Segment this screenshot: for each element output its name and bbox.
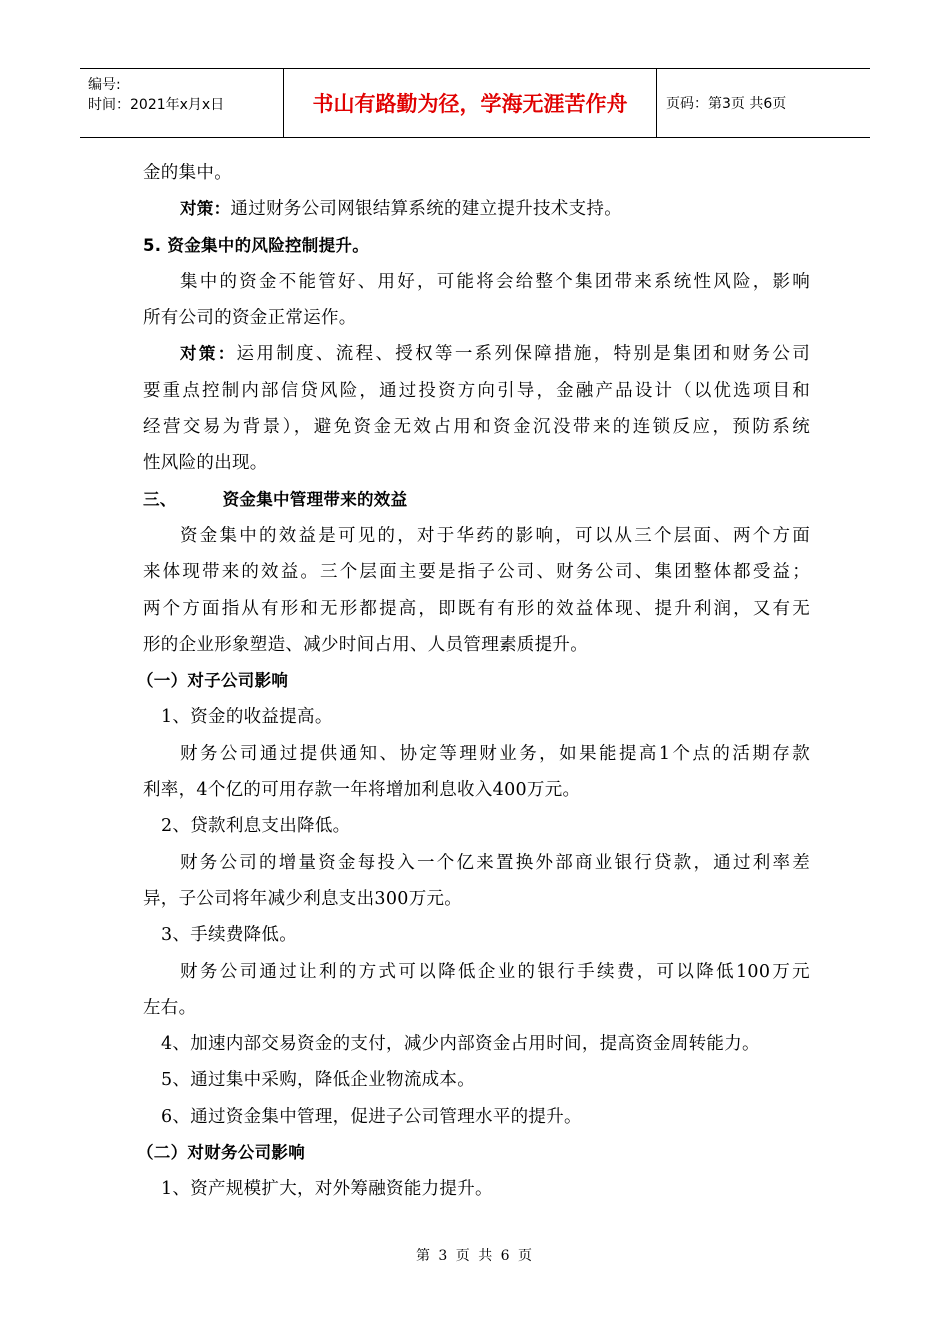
list-item: 4、加速内部交易资金的支付，减少内部资金占用时间，提高资金周转能力。 bbox=[161, 1034, 760, 1055]
text-line: 财务公司通过提供通知、协定等理财业务，如果能提高1个点的活期存款 bbox=[180, 743, 810, 764]
text-line: 两个方面指从有形和无形都提高，即既有有形的效益体现、提升利润，又有无 bbox=[143, 598, 810, 619]
text-span: 运用制度、流程、授权等一系列保障措施，特别是集团和财务公司 bbox=[236, 344, 811, 365]
subsection-heading: （一）对子公司影响 bbox=[137, 671, 289, 691]
text-line: 集中的资金不能管好、用好，可能将会给整个集团带来系统性风险，影响 bbox=[180, 271, 810, 292]
header-motto: 书山有路勤为径，学海无涯苦作舟 bbox=[283, 69, 657, 137]
document-body bbox=[137, 155, 811, 1208]
page-header bbox=[80, 68, 870, 138]
bold-label: 对策： bbox=[180, 199, 231, 219]
page-footer: 第 3 页 共 6 页 bbox=[415, 1248, 535, 1264]
header-meta bbox=[88, 75, 278, 115]
header-page-label: 页码：第3页 共6页 bbox=[666, 96, 787, 112]
list-item: 1、资金的收益提高。 bbox=[161, 707, 333, 728]
text-line: 形的企业形象塑造、减少时间占用、人员管理素质提升。 bbox=[143, 634, 588, 655]
list-item: 1、资产规模扩大，对外筹融资能力提升。 bbox=[161, 1179, 493, 1200]
section-heading: 5. 资金集中的风险控制提升。 bbox=[143, 235, 369, 255]
list-item: 6、通过资金集中管理，促进子公司管理水平的提升。 bbox=[161, 1106, 582, 1127]
text-line: 要重点控制内部信贷风险，通过投资方向引导，金融产品设计（以优选项目和 bbox=[143, 380, 810, 401]
section-heading bbox=[143, 482, 810, 518]
text-line: 财务公司通过让利的方式可以降低企业的银行手续费，可以降低100万元 bbox=[180, 961, 810, 982]
section-number: 三、 bbox=[143, 489, 177, 509]
text-line: 金的集中。 bbox=[143, 163, 232, 183]
text-line: 左右。 bbox=[143, 997, 197, 1018]
text-line: 利率，4个亿的可用存款一年将增加利息收入400万元。 bbox=[143, 780, 581, 801]
time-label: 时间：2021年x月x日 bbox=[88, 97, 225, 113]
text-line bbox=[143, 191, 810, 227]
text-line: 来体现带来的效益。三个层面主要是指子公司、财务公司、集团整体都受益； bbox=[143, 562, 810, 583]
section-title: 资金集中管理带来的效益 bbox=[222, 489, 408, 509]
list-item: 2、贷款利息支出降低。 bbox=[161, 816, 351, 837]
text-line: 性风险的出现。 bbox=[143, 453, 268, 474]
bold-label: 对策： bbox=[180, 344, 237, 364]
text-line: 资金集中的效益是可见的，对于华药的影响，可以从三个层面、两个方面 bbox=[180, 525, 810, 546]
text-line: 异，子公司将年减少利息支出300万元。 bbox=[143, 888, 463, 909]
text-line bbox=[143, 336, 810, 372]
list-item: 3、手续费降低。 bbox=[161, 925, 298, 946]
text-span: 通过财务公司网银结算系统的建立提升技术支持。 bbox=[230, 199, 623, 220]
list-item: 5、通过集中采购，降低企业物流成本。 bbox=[161, 1070, 476, 1091]
subsection-heading: （二）对财务公司影响 bbox=[137, 1143, 305, 1163]
text-line: 财务公司的增量资金每投入一个亿来置换外部商业银行贷款，通过利率差 bbox=[180, 852, 810, 873]
text-line: 经营交易为背景），避免资金无效占用和资金沉没带来的连锁反应，预防系统 bbox=[143, 417, 810, 438]
number-label: 编号: bbox=[88, 77, 121, 93]
text-line: 所有公司的资金正常运作。 bbox=[143, 308, 357, 329]
